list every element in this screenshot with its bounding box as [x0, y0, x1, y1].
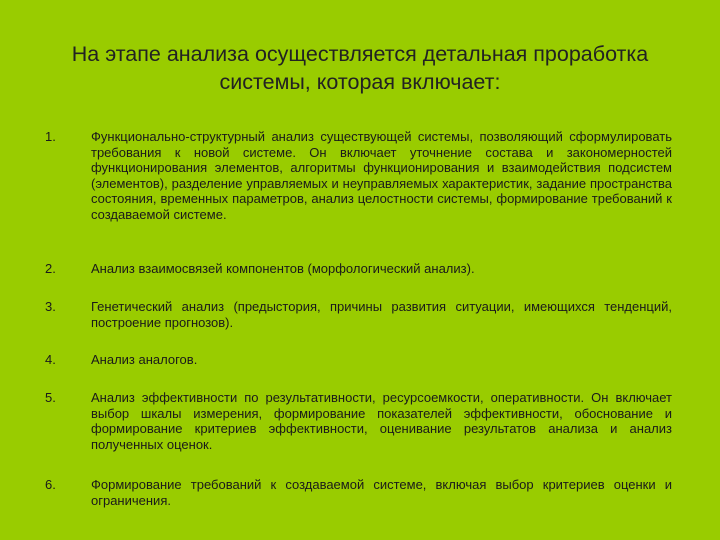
list-item-text: Формирование требований к создаваемой системе, включая выбор критериев оценки и ограничения. [91, 477, 672, 508]
list-item-number: 3. [45, 299, 56, 314]
list-item-number: 1. [45, 129, 56, 144]
list-item-text: Анализ взаимосвязей компонентов (морфологический анализ). [91, 261, 475, 276]
slide-title: На этапе анализа осуществляется детальная проработка системы, которая включает: [71, 42, 649, 94]
list-item-number: 5. [45, 390, 56, 405]
list-item-text: Функционально-структурный анализ существующей системы, позволяющий сформулировать требования к новой системе. Он включает уточнение состава и закономерностей функционирования элементов, алгоритмы функционирования и взаимодействия подсистем (элементов), разделение управляемых и неуправляемых характеристик, задание пространства состояния, временных параметров, анализ целостности системы, формирование требований к создаваемой системе. [91, 129, 672, 222]
list-item-number: 2. [45, 261, 56, 276]
list-item-text: Генетический анализ (предыстория, причины развития ситуации, имеющихся тенденций, построение прогнозов). [91, 299, 672, 330]
list-item-text: Анализ аналогов. [91, 352, 198, 367]
list-item-number: 4. [45, 352, 56, 367]
list-item-number: 6. [45, 477, 56, 492]
list-item-text: Анализ эффективности по результативности, ресурсоемкости, оперативности. Он включает выбор шкалы измерения, формирование показателей эффективности, обоснование и формирование критериев эффективности, оценивание результатов анализа и анализ полученных оценок. [91, 390, 672, 452]
